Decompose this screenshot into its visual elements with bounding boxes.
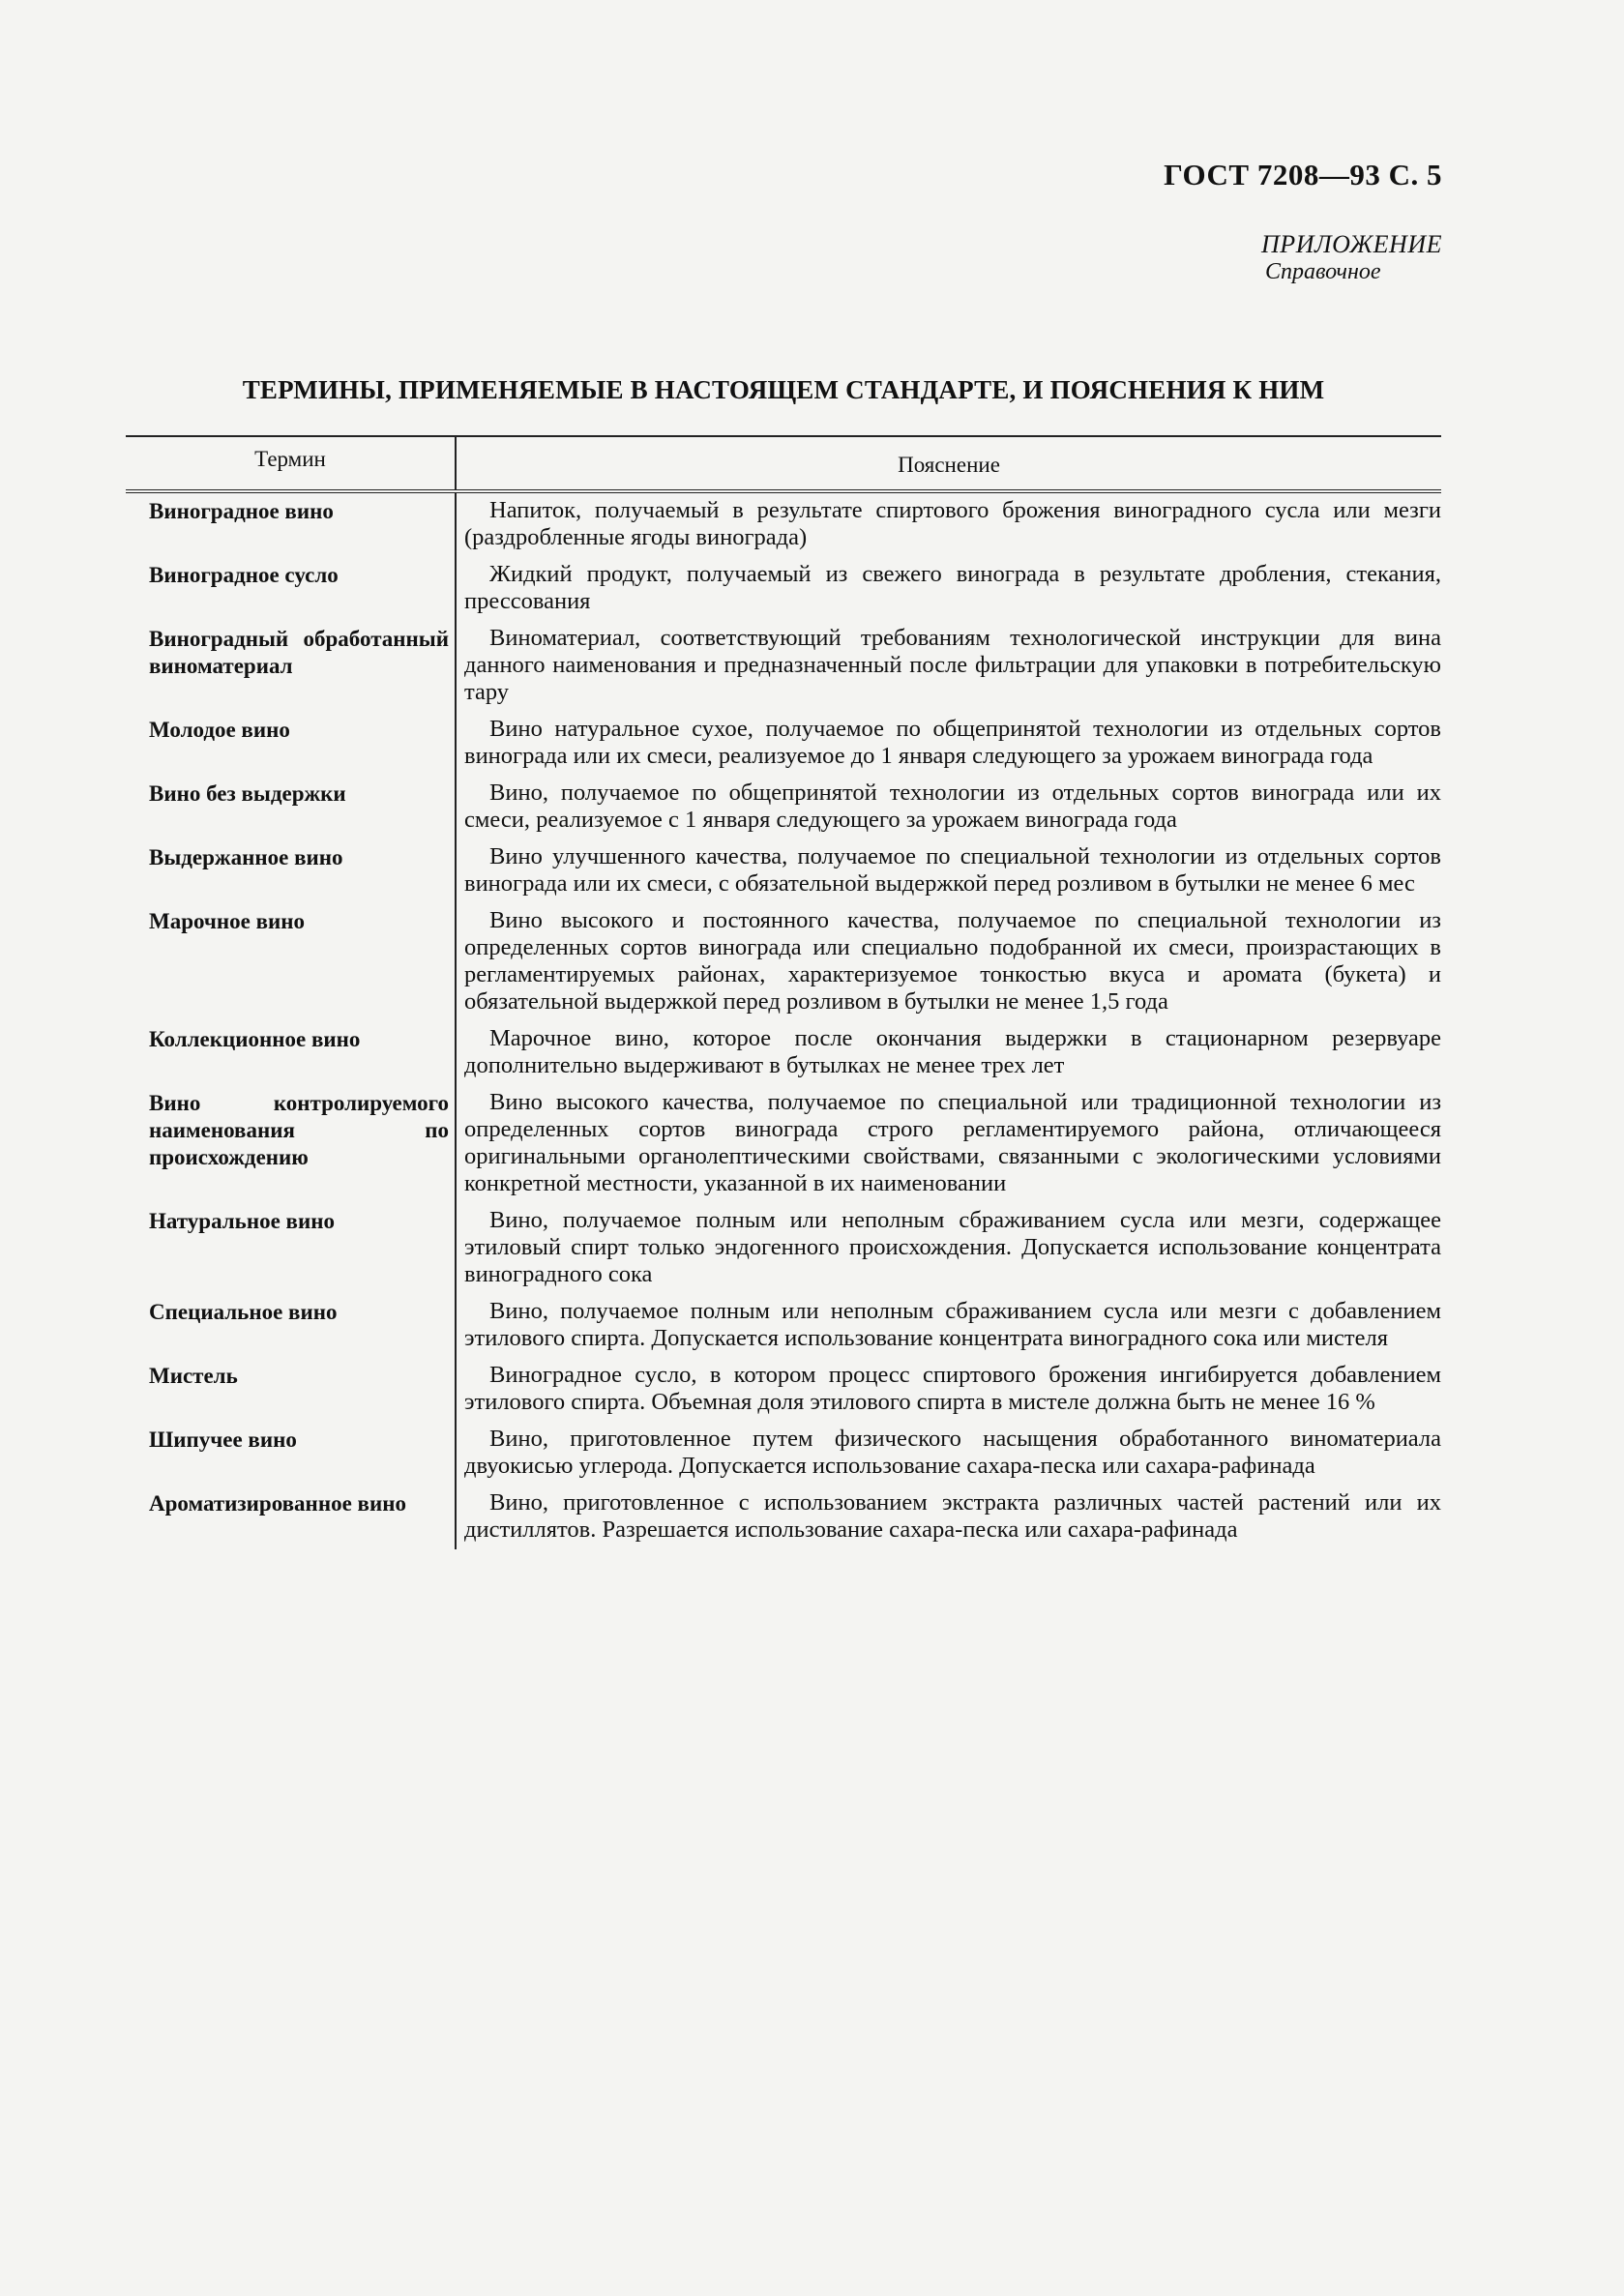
explanation-cell: Вино натуральное сухое, получаемое по общепринятой технологии из отдельных сортов винограда или их смеси, реализуемое до 1 января следующего за урожаем винограда года bbox=[455, 712, 1441, 776]
table-row bbox=[126, 839, 1441, 903]
explanation-cell: Марочное вино, которое после окончания выдержки в стационарном резервуаре дополнительно выдерживают в бутылках не менее трех лет bbox=[455, 1021, 1441, 1085]
column-header-term: Термин bbox=[254, 447, 326, 471]
table-row bbox=[126, 1021, 1441, 1085]
table-header bbox=[126, 435, 1441, 493]
table-row bbox=[126, 493, 1441, 557]
explanation-cell: Вино высокого качества, получаемое по специальной или традиционной технологии из определенных сортов винограда строго регламентируемого района, отличающееся оригинальными органолептическими свойствами, связанными с экологическими условиями конкретной местности, указанной в их наименовании bbox=[455, 1085, 1441, 1203]
term-cell: Марочное вино bbox=[149, 909, 306, 933]
term-cell: Вино без выдержки bbox=[149, 781, 346, 806]
term-cell: Виноградный обработанный виноматериал bbox=[149, 627, 449, 678]
term-cell: Вино контролируемого наименования по происхождению bbox=[149, 1091, 449, 1169]
table-row bbox=[126, 776, 1441, 839]
table-row bbox=[126, 1294, 1441, 1358]
table-row bbox=[126, 621, 1441, 712]
explanation-cell: Вино улучшенного качества, получаемое по специальной технологии из отдельных сортов винограда или их смеси, с обязательной выдержкой перед розливом в бутылки не менее 6 мес bbox=[455, 839, 1441, 903]
explanation-cell: Жидкий продукт, получаемый из свежего винограда в результате дробления, стекания, прессования bbox=[455, 557, 1441, 621]
appendix-subtitle: Справочное bbox=[1265, 259, 1381, 284]
column-header-explanation: Пояснение bbox=[455, 437, 1441, 489]
explanation-cell: Вино, приготовленное путем физического насыщения обработанного виноматериала двуокисью углерода. Допускается использование сахара-песка или сахара-рафинада bbox=[455, 1422, 1441, 1486]
term-cell: Виноградное сусло bbox=[149, 563, 339, 587]
explanation-cell: Вино высокого и постоянного качества, получаемое по специальной технологии из определенных сортов винограда или специально подобранной их смеси, произрастающих в регламентируемых районах, характеризуемое тонкостью вкуса и аромата (букета) и обязательной выдержкой перед розливом в бутылки не менее 1,5 года bbox=[455, 903, 1441, 1021]
explanation-cell: Вино, приготовленное с использованием экстракта различных частей растений или их дистиллятов. Разрешается использование сахара-песка или сахара-рафинада bbox=[455, 1486, 1441, 1549]
table-row bbox=[126, 1486, 1441, 1549]
term-cell: Мистель bbox=[149, 1364, 238, 1388]
term-cell: Коллекционное вино bbox=[149, 1027, 361, 1051]
table-row bbox=[126, 712, 1441, 776]
document-title: ТЕРМИНЫ, ПРИМЕНЯЕМЫЕ В НАСТОЯЩЕМ СТАНДАРТЕ, И ПОЯСНЕНИЯ К НИМ bbox=[242, 375, 1325, 404]
appendix-block bbox=[1261, 230, 1442, 285]
table-row bbox=[126, 903, 1441, 1021]
table-row bbox=[126, 1358, 1441, 1422]
term-cell: Специальное вино bbox=[149, 1300, 338, 1324]
term-cell: Ароматизированное вино bbox=[149, 1491, 406, 1516]
explanation-cell: Вино, получаемое по общепринятой технологии из отдельных сортов винограда или их смеси, реализуемое с 1 января следующего за урожаем винограда года bbox=[455, 776, 1441, 839]
appendix-title: ПРИЛОЖЕНИЕ bbox=[1261, 230, 1442, 258]
term-cell: Натуральное вино bbox=[149, 1209, 335, 1233]
explanation-cell: Виноградное сусло, в котором процесс спиртового брожения ингибируется добавлением этилового спирта. Объемная доля этилового спирта в мистеле должна быть не менее 16 % bbox=[455, 1358, 1441, 1422]
table-row bbox=[126, 557, 1441, 621]
table-row bbox=[126, 1203, 1441, 1294]
table-row bbox=[126, 1085, 1441, 1203]
explanation-cell: Вино, получаемое полным или неполным сбраживанием сусла или мезги с добавлением этилового спирта. Допускается использование концентрата виноградного сока или мистеля bbox=[455, 1294, 1441, 1358]
term-cell: Шипучее вино bbox=[149, 1428, 297, 1452]
table-body bbox=[126, 493, 1441, 1549]
explanation-cell: Виноматериал, соответствующий требованиям технологической инструкции для вина данного наименования и предназначенный после фильтрации для упаковки в потребительскую тару bbox=[455, 621, 1441, 712]
table-row bbox=[126, 1422, 1441, 1486]
terms-table bbox=[126, 435, 1441, 1549]
term-cell: Виноградное вино bbox=[149, 499, 334, 523]
page-header-doc-ref: ГОСТ 7208—93 С. 5 bbox=[1164, 158, 1442, 191]
term-cell: Молодое вино bbox=[149, 718, 290, 742]
term-cell: Выдержанное вино bbox=[149, 845, 343, 869]
explanation-cell: Вино, получаемое полным или неполным сбраживанием сусла или мезги, содержащее этиловый спирт только эндогенного происхождения. Допускается использование концентрата виноградного сока bbox=[455, 1203, 1441, 1294]
explanation-cell: Напиток, получаемый в результате спиртового брожения виноградного сусла или мезги (раздробленные ягоды винограда) bbox=[455, 493, 1441, 557]
